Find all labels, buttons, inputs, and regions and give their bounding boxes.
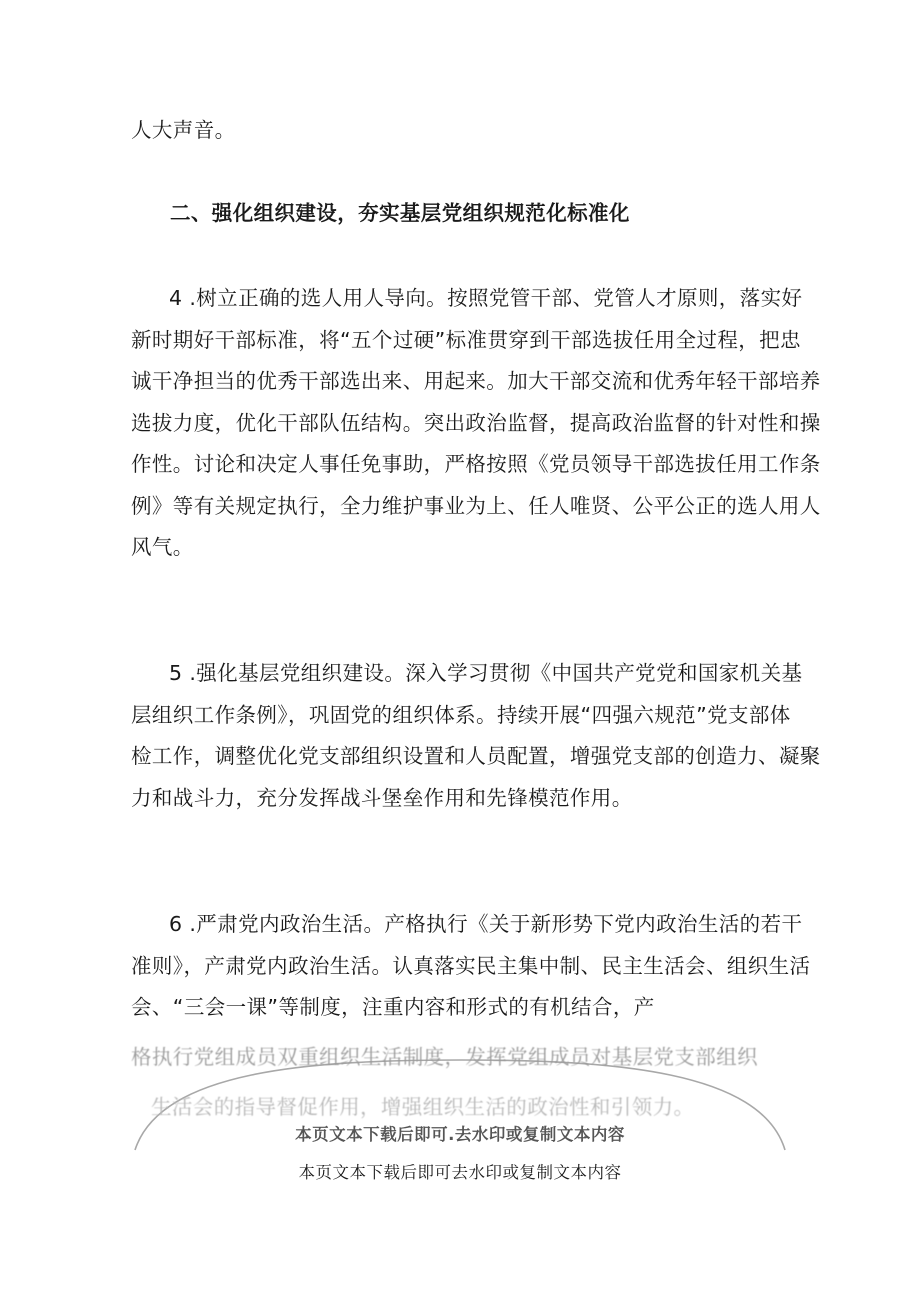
paragraph-line: 作性。讨论和决定人事任免事助，严格按照《党员领导干部选拔任用工作条 [131, 452, 821, 476]
paragraph-line: 例》等有关规定执行，全力维护事业为上、任人唯贤、公平公正的选人用人 [131, 493, 821, 518]
paragraph-6 [131, 904, 811, 1029]
paragraph-line: 4 .树立正确的选人用人导向。按照党管干部、党管人才原则，落实好 [169, 286, 803, 310]
paragraph-line: 力和战斗力，充分发挥战斗堡垒作用和先锋模范作用。 [131, 785, 633, 810]
paragraph-line: 准则》，产肃党内政治生活。认真落实民主集中制、民主生活会、组织生活 [131, 953, 811, 978]
paragraph-line: 检工作，调整优化党支部组织设置和人员配置，增强党支部的创造力、凝聚 [131, 744, 821, 768]
paragraph-line: 选拔力度，优化干部队伍结构。突出政治监督，提高政治监督的针对性和操 [131, 410, 821, 435]
paragraph-4 [131, 278, 821, 569]
paragraph-line: 会、“三会一课”等制度，注重内容和形式的有机结合，产 [131, 995, 655, 1019]
faded-line: 格执行党组成员双重组织生活制度，发挥党组成员对基层党支部组织 [131, 1045, 758, 1069]
paragraph-line: 诚干净担当的优秀干部选出来、用起来。加大干部交流和优秀年轻干部培养 [131, 369, 821, 393]
paragraph-line: 新时期好干部标准，将“五个过硬”标准贯穿到干部选拔任用全过程，把忠 [131, 327, 801, 352]
paragraph-line: 风气。 [131, 535, 194, 559]
watermark-banner: 本页文本下载后即可.去水印或复制文本内容 [295, 1125, 625, 1144]
section-heading: 二、强化组织建设，夯实基层党组织规范化标准化 [170, 201, 630, 225]
footer-note: 本页文本下载后即可去水印或复制文本内容 [298, 1163, 622, 1182]
paragraph-line: 6 .严肃党内政治生活。产格执行《关于新形势下党内政治生活的若干 [169, 912, 803, 936]
paragraph-line: 层组织工作条例》，巩固党的组织体系。持续开展“四强六规范”党支部体 [131, 702, 791, 727]
top-line: 人大声音。 [131, 118, 236, 142]
paragraph-line: 5 .强化基层党组织建设。深入学习贯彻《中国共产党党和国家机关基 [169, 661, 803, 685]
paragraph-5 [131, 653, 821, 819]
faded-line: 生活会的指导督促作用，增强组织生活的政治性和引领力。 [151, 1095, 695, 1119]
top-line-block [131, 110, 791, 152]
